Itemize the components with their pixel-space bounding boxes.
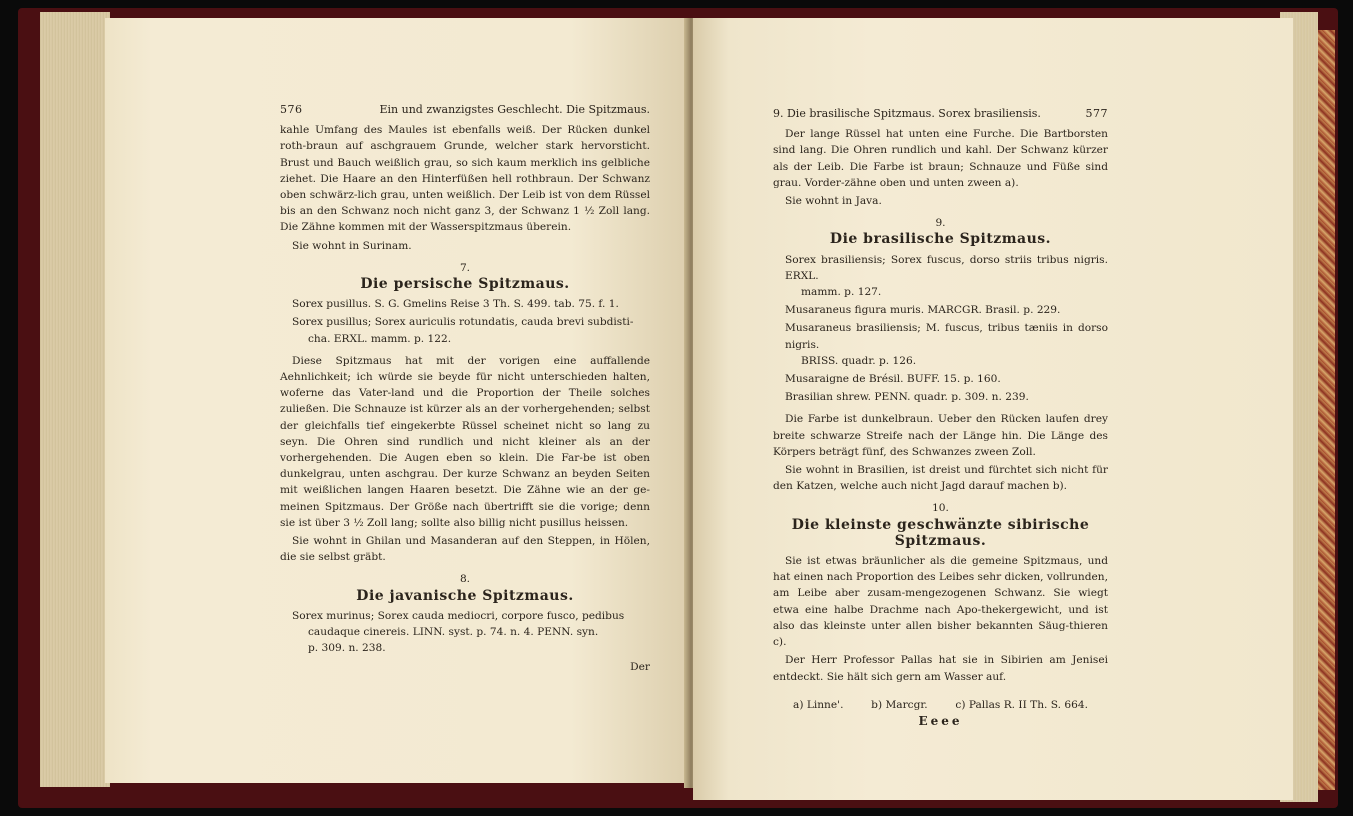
synonym-line: Sorex murinus; Sorex cauda mediocri, corpore fusco, pedibus	[292, 609, 625, 622]
page-number: 577	[1085, 107, 1108, 120]
paragraph: Der Herr Professor Pallas hat sie in Sibirien am Jenisei entdeckt. Sie hält sich gern am Wasser auf.	[773, 654, 1108, 683]
section-number: 7.	[459, 261, 471, 274]
paragraph: Sie wohnt in Brasilien, ist dreist und fürchtet sich nicht für den Katzen, welche auch nicht Jagd darauf machen b).	[773, 464, 1108, 493]
section-number: 9.	[935, 217, 946, 230]
section-number: 8.	[459, 573, 471, 586]
paragraph: Sie ist etwas bräunlicher als die gemeine Spitzmaus, und hat einen nach Proportion des Leibes sehr dicken, vollrunden, am Leibe aber zusam-mengezogenen Schwanz. Sie wiegt etwa eine halbe Drachme nach Apo-thekergewicht, und ist also das kleinste unter allen bisher bekannten Säug-thieren c).	[773, 555, 1108, 649]
synonym-line: BRISS. quadr. p. 126.	[801, 354, 917, 367]
synonym-line: Musaraneus brasiliensis; M. fuscus, tribus tæniis in dorso nigris.	[785, 322, 1108, 351]
synonym-line: p. 309. n. 238.	[308, 642, 386, 655]
paragraph: Der lange Rüssel hat unten eine Furche. Die Bartborsten sind lang. Die Ohren rundlich und kahl. Der Schwanz kürzer als der Leib. Die Farbe ist braun; Schnauze und Füße sind grau. Vorder-zähne oben und unten zween a).	[773, 128, 1108, 189]
running-head-title: Ein und zwanzigstes Geschlecht. Die Spitzmaus.	[379, 103, 650, 116]
right-page	[693, 18, 1293, 800]
left-running-head	[280, 102, 650, 118]
section-title: Die persische Spitzmaus.	[360, 276, 570, 293]
footnotes	[773, 697, 1108, 713]
section-title: Die brasilische Spitzmaus.	[829, 231, 1052, 248]
paragraph: Die Farbe ist dunkelbraun. Ueber den Rücken laufen drey breite schwarze Streife nach der Länge hin. Die Länge des Körpers beträgt fünf, des Schwanzes zween Zoll.	[773, 413, 1108, 458]
synonym-line: Sorex brasiliensis; Sorex fuscus, dorso striis tribus nigris. ERXL.	[785, 253, 1108, 282]
footnote: a) Linne'.	[793, 698, 844, 711]
synonym-line: cha. ERXL. mamm. p. 122.	[308, 332, 452, 345]
synonym-line: Sorex pusillus; Sorex auriculis rotundatis, cauda brevi subdisti-	[292, 316, 634, 329]
synonym-line: Musaraneus figura muris. MARCGR. Brasil. p. 229.	[785, 304, 1061, 317]
synonym-line: caudaque cinereis. LINN. syst. p. 74. n. 4. PENN. syn.	[308, 626, 599, 639]
synonym-line: Sorex pusillus. S. G. Gmelins Reise 3 Th. S. 499. tab. 75. f. 1.	[292, 298, 619, 311]
right-running-head	[773, 106, 1108, 122]
page-edges-left	[40, 12, 110, 787]
synonym-line: Brasilian shrew. PENN. quadr. p. 309. n. 239.	[785, 391, 1029, 404]
paragraph: Diese Spitzmaus hat mit der vorigen eine auffallende Aehnlichkeit; ich würde sie beyde für nicht unterschieden halten, woferne das Vater-land und die Proportion der Theile solches zuließen. Die Schnauze ist kürzer als an der vorhergehenden; selbst der gleichfalls tief eingekerbte Rüssel scheinet nicht so lang zu seyn. Die Ohren sind rundlich und nicht kleiner als an der vorhergehenden. Die Augen eben so klein. Die Far-be ist oben dunkelgrau, unten aschgrau. Der kurze Schwanz an beyden Seiten mit weißlichen langen Haaren besetzt. Die Zähne wie an der ge-meinen Spitzmaus. Der Größe nach übertrifft sie die vorige; denn sie ist über 3 ½ Zoll lang; sollte also billig nicht pusillus heissen.	[280, 354, 650, 529]
section-title: Die javanische Spitzmaus.	[356, 587, 574, 604]
footnote: c) Pallas R. II Th. S. 664.	[955, 698, 1088, 711]
page-number: 576	[280, 103, 303, 116]
section-number: 10.	[932, 502, 949, 515]
paragraph: Sie wohnt in Surinam.	[292, 239, 412, 252]
right-page-text	[773, 106, 1108, 729]
left-page	[105, 18, 687, 783]
synonym-line: mamm. p. 127.	[801, 286, 882, 299]
catchword: Der	[630, 660, 650, 673]
paragraph: Sie wohnt in Ghilan und Masanderan auf den Steppen, in Hölen, die sie selbst gräbt.	[280, 535, 650, 564]
running-head-title: 9. Die brasilische Spitzmaus. Sorex brasiliensis.	[773, 107, 1041, 120]
section-title: Die kleinste geschwänzte sibirische Spitzmaus.	[791, 516, 1090, 549]
signature-mark: Eeee	[918, 713, 963, 728]
footnote: b) Marcgr.	[871, 698, 928, 711]
synonym-line: Musaraigne de Brésil. BUFF. 15. p. 160.	[785, 373, 1001, 386]
paragraph: Sie wohnt in Java.	[785, 195, 882, 208]
paragraph: kahle Umfang des Maules ist ebenfalls weiß. Der Rücken dunkel roth-braun auf aschgrauem Grunde, welcher stark hervorsticht. Brust und Bauch weißlich grau, so sich kaum merklich ins gelbliche ziehet. Die Haare an den Hinterfüßen hell rothbraun. Der Schwanz oben schwärz-lich grau, unten weißlich. Der Leib ist von dem Rüssel bis an den Schwanz noch nicht ganz 3, der Schwanz 1 ½ Zoll lang. Die Zähne kommen mit der Wasserspitzmaus überein.	[280, 124, 650, 234]
left-page-text	[280, 102, 650, 675]
